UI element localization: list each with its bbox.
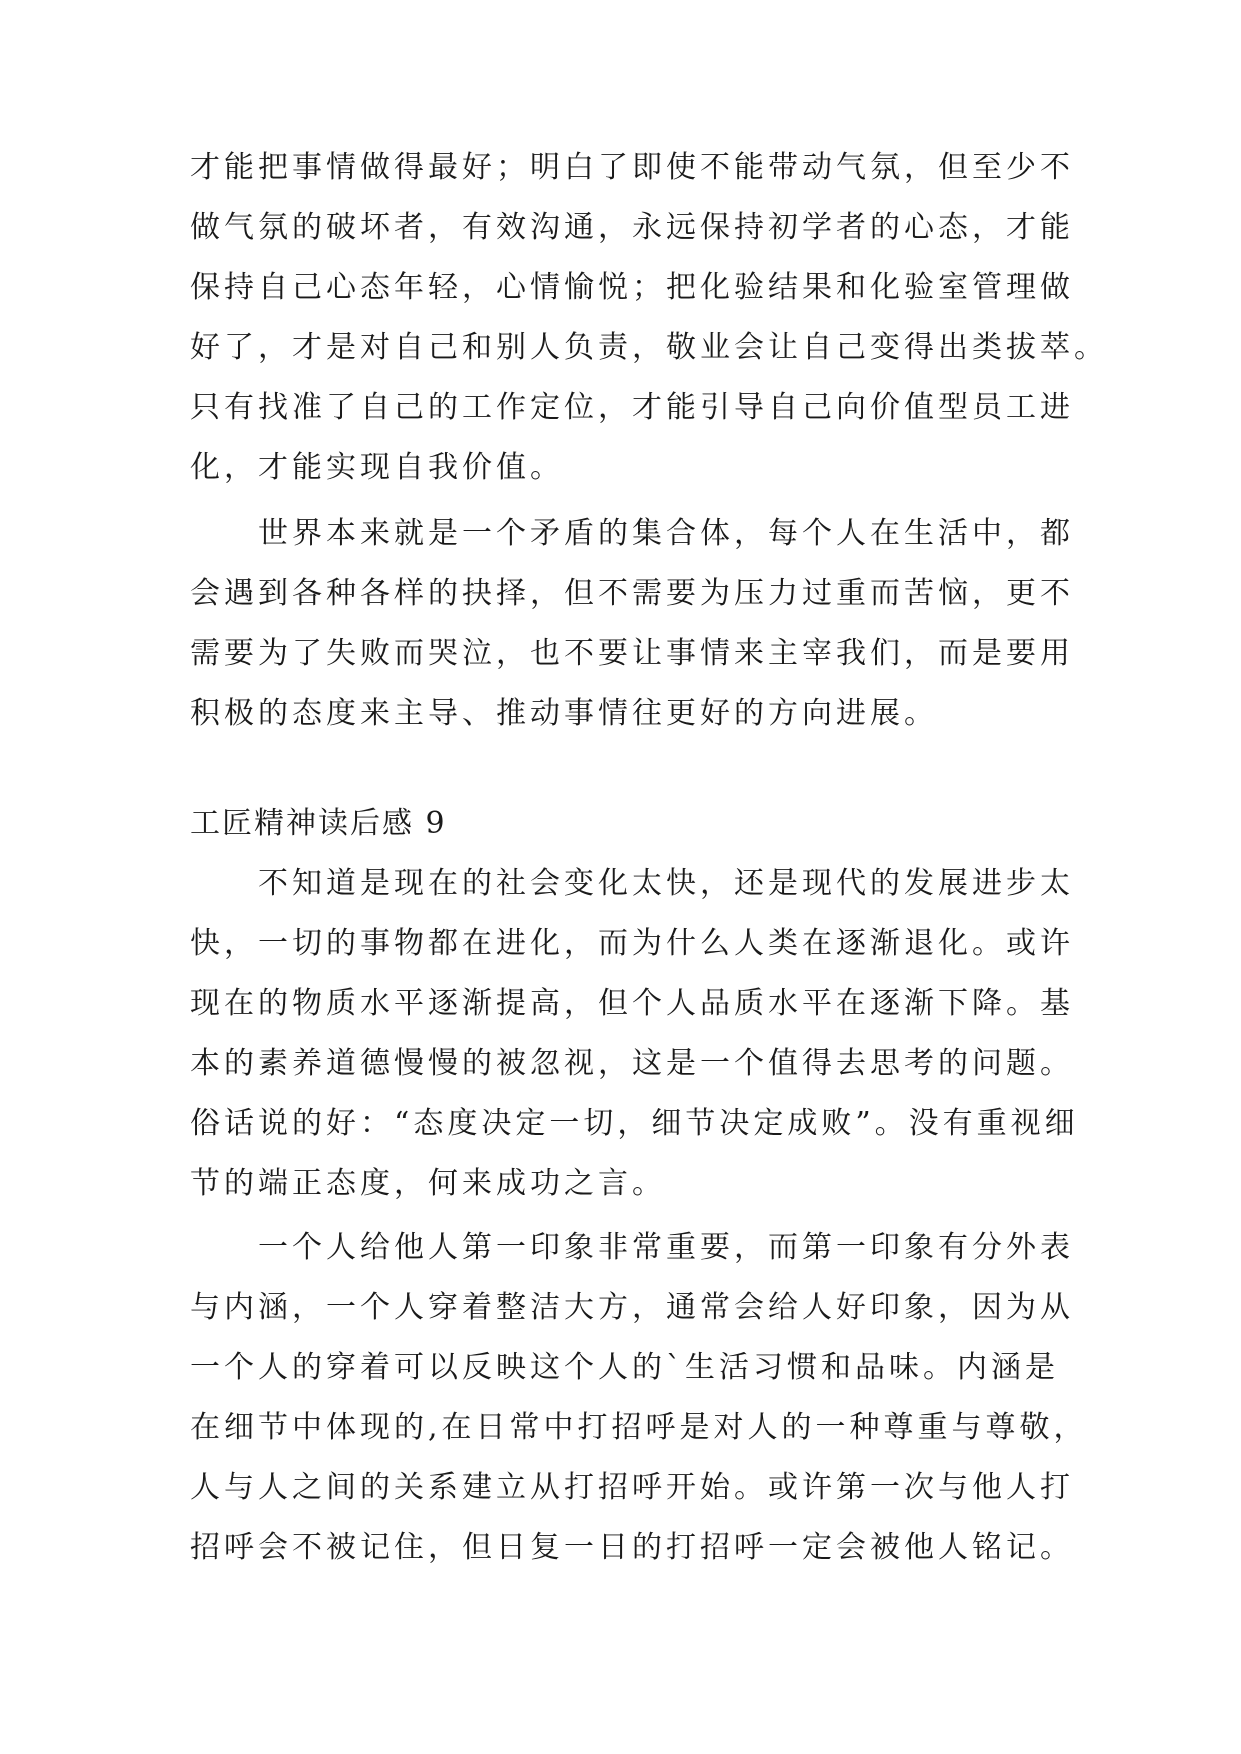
paragraph-line: 化，才能实现自我价值。 xyxy=(190,450,564,485)
paragraph-line: 好了，才是对自己和别人负责，敬业会让自己变得出类拔萃。 xyxy=(190,330,1108,365)
paragraph-line: 俗话说的好：“态度决定一切，细节决定成败”。没有重视细 xyxy=(190,1106,1079,1141)
paragraph-line: 一个人给他人第一印象非常重要，而第一印象有分外表 xyxy=(258,1230,1074,1265)
paragraph-line: 做气氛的破坏者，有效沟通，永远保持初学者的心态，才能 xyxy=(190,210,1074,245)
paragraph-line: 才能把事情做得最好；明白了即使不能带动气氛，但至少不 xyxy=(190,150,1074,185)
paragraph-line: 快，一切的事物都在进化，而为什么人类在逐渐退化。或许 xyxy=(190,926,1074,961)
paragraph-line: 会遇到各种各样的抉择，但不需要为压力过重而苦恼，更不 xyxy=(190,576,1074,611)
paragraph-work-attitude xyxy=(190,138,1108,498)
paragraph-line: 现在的物质水平逐渐提高，但个人品质水平在逐渐下降。基 xyxy=(190,986,1074,1021)
paragraph-line: 不知道是现在的社会变化太快，还是现代的发展进步太 xyxy=(258,866,1074,901)
paragraph-first-impression xyxy=(190,1218,1088,1578)
paragraph-line: 需要为了失败而哭泣，也不要让事情来主宰我们，而是要用 xyxy=(190,636,1074,671)
paragraph-world-contradiction xyxy=(190,504,1074,744)
paragraph-line: 世界本来就是一个矛盾的集合体，每个人在生活中，都 xyxy=(258,516,1074,551)
paragraph-line: 在细节中体现的,在日常中打招呼是对人的一种尊重与尊敬， xyxy=(190,1410,1088,1445)
paragraph-line: 保持自己心态年轻，心情愉悦；把化验结果和化验室管理做 xyxy=(190,270,1074,305)
paragraph-line: 招呼会不被记住，但日复一日的打招呼一定会被他人铭记。 xyxy=(190,1530,1074,1565)
paragraph-line: 一个人的穿着可以反映这个人的`生活习惯和品味。内涵是 xyxy=(190,1350,1059,1385)
paragraph-line: 积极的态度来主导、推动事情往更好的方向进展。 xyxy=(190,696,938,731)
paragraph-line: 本的素养道德慢慢的被忽视，这是一个值得去思考的问题。 xyxy=(190,1046,1074,1081)
paragraph-details-matter xyxy=(190,854,1079,1214)
paragraph-line: 节的端正态度，何来成功之言。 xyxy=(190,1166,666,1201)
paragraph-line: 人与人之间的关系建立从打招呼开始。或许第一次与他人打 xyxy=(190,1470,1074,1505)
paragraph-line: 只有找准了自己的工作定位，才能引导自己向价值型员工进 xyxy=(190,390,1074,425)
section-heading: 工匠精神读后感 9 xyxy=(190,806,447,841)
paragraph-line: 与内涵，一个人穿着整洁大方，通常会给人好印象，因为从 xyxy=(190,1290,1074,1325)
